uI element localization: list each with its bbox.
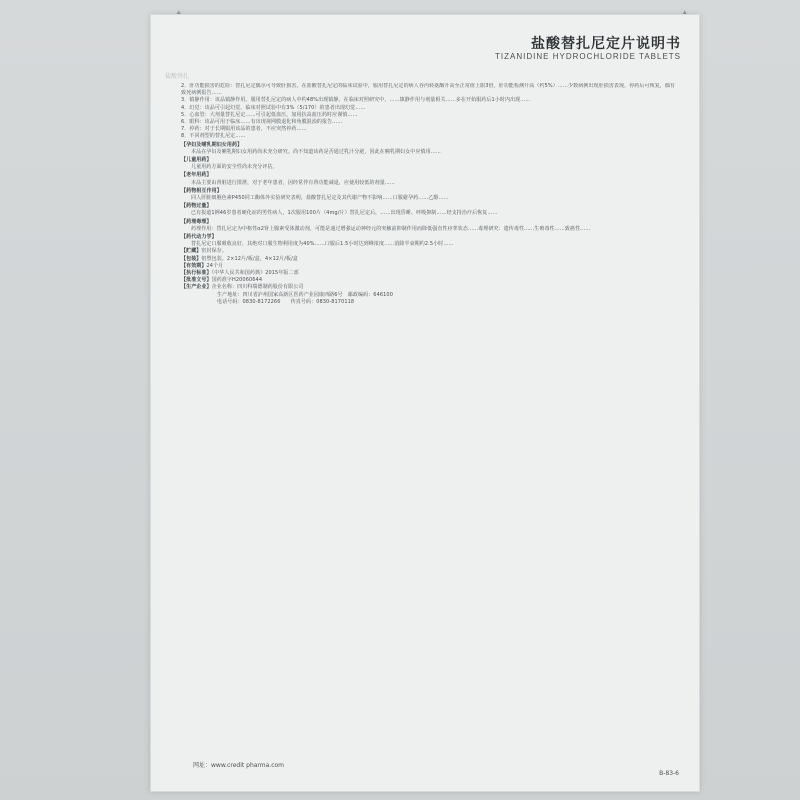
info-value: 《中华人民共和国药典》2015年版二部 (211, 270, 299, 277)
info-heading: 【执行标准】 (181, 270, 212, 277)
warning-paragraph: 2．肝功能损害的危险：替扎尼定偶尔可导致肝损害。在盐酸替扎尼定的临床试验中，服用替扎尼定的病人谷丙转氨酶升高至正常值上限3倍，肝功能检测升高（约5%）……少数病例出现肝损害表现，停药后可恢复，偶有致死病例报告…… (181, 83, 676, 97)
document-title: 盐酸替扎尼定片说明书 (531, 36, 681, 52)
section-heading: 【药物过量】 (181, 203, 212, 210)
section-heading: 【老年用药】 (181, 172, 212, 179)
warning-paragraph: 6．眼科：该品可用于临床……有出现视网膜退化和角膜混浊的报告…… (181, 119, 343, 126)
warning-paragraph: 5．心血管：大剂量替扎尼定……可引起低血压，加用抗高血压药时应谨慎…… (181, 111, 358, 118)
section-text: 本品主要由肾脏进行排泄，对于老年患者，因经常伴有肾功能减退，应使用较低的剂量…… (191, 179, 396, 186)
document-subtitle: TIZANIDINE HYDROCHLORIDE TABLETS (495, 52, 681, 61)
company-postcode: 邮政编码：646100 (347, 291, 393, 298)
company-address: 生产地址：四川省泸州国家高新区医药产业园康西路6号 (217, 291, 343, 298)
ghost-print-through: 盐酸替扎 (165, 73, 190, 80)
info-storage (181, 248, 679, 255)
warning-paragraph: 7．停药：对于长期服用该品的患者，不应突然停药…… (181, 126, 307, 133)
section-heading: 【药理毒理】 (181, 218, 212, 225)
section-heading: 【孕妇及哺乳期妇女用药】 (181, 141, 243, 148)
leaflet-sheet (150, 14, 700, 792)
leaflet-body (181, 83, 679, 773)
section-pharmacokinetics (181, 234, 679, 248)
info-value: 企业名称：四川科瑞德制药股份有限公司 (211, 284, 304, 291)
company-address-row (181, 292, 679, 299)
section-pharmacology (181, 219, 679, 233)
info-manufacturer (181, 284, 679, 291)
bottom-code: B-83-6 (659, 770, 679, 777)
section-pregnancy (181, 142, 679, 156)
section-overdose (181, 203, 679, 217)
info-value: 国药准字H20060644 (211, 277, 263, 284)
info-heading: 【批准文号】 (181, 277, 212, 284)
section-text: 已有报道1例46岁患者硬化症的男性病人，1次服用100片（4mg/片）替扎尼定后，……出现昏睡、呼吸抑制……经支持治疗后恢复…… (191, 210, 498, 217)
info-value: 密封保存。 (201, 248, 227, 255)
company-tel: 电话号码：0830-8172266 (217, 298, 281, 305)
company-website: 网址：www.credit pharma.com (193, 762, 285, 769)
info-value: 24个月 (206, 262, 224, 269)
company-fax: 传真号码：0830-8170118 (290, 298, 355, 305)
info-heading: 【有效期】 (181, 262, 207, 269)
section-interactions (181, 188, 679, 202)
info-value: 铝塑包装。2×12片/板/盒，4×12片/板/盒 (201, 255, 299, 262)
section-children (181, 157, 679, 171)
info-heading: 【包装】 (181, 255, 202, 262)
product-info (181, 248, 679, 306)
section-heading: 【药物相互作用】 (181, 187, 222, 194)
section-text: 同人肝脏细胞色素P450同工酶体外实验研究表明，盐酸替扎尼定及其代谢产物不影响……口服避孕药……乙醇…… (191, 195, 449, 202)
section-text: 药理作用：替扎尼定为中枢性α2肾上腺素受体激动剂，可能是通过增强运动神经元的突触前抑制作用而降低强直性痉挛状态……毒理研究：遗传毒性……生殖毒性……致癌性…… (191, 225, 591, 232)
warning-paragraph: 8．不同剂型的替扎尼定…… (181, 133, 246, 140)
info-package (181, 256, 679, 263)
info-heading: 【贮藏】 (181, 248, 202, 255)
warning-paragraph: 4．幻觉：该品可引起幻觉。临床对照试验中有3%（5/170）的患者出现幻觉…… (181, 104, 366, 111)
section-text: 儿童用药方面的安全性尚未充分评估。 (191, 164, 278, 171)
section-heading: 【儿童用药】 (181, 157, 212, 164)
section-text: 本品在孕妇及哺乳期妇女用药尚未充分研究。尚不知道该药是否通过乳汁分泌，因此在哺乳期妇女中应慎用…… (191, 148, 441, 155)
section-text: 替扎尼定口服吸收良好，其绝对口服生物利用度为40%……口服后1.5小时达到峰浓度……消除半衰期约2.5小时…… (191, 241, 454, 248)
info-validity (181, 263, 679, 270)
info-heading: 【生产企业】 (181, 284, 212, 291)
section-elderly (181, 172, 679, 186)
warning-paragraph: 3．镇静作用：该品镇静作用。服用替扎尼定的病人中约48%出现镇静。在临床对照研究中，……镇静作用与剂量相关……多在开始服药后1小时内出现…… (181, 97, 531, 104)
warnings-list (181, 83, 679, 141)
section-heading: 【药代动力学】 (181, 234, 217, 241)
company-phone-row (181, 299, 679, 306)
